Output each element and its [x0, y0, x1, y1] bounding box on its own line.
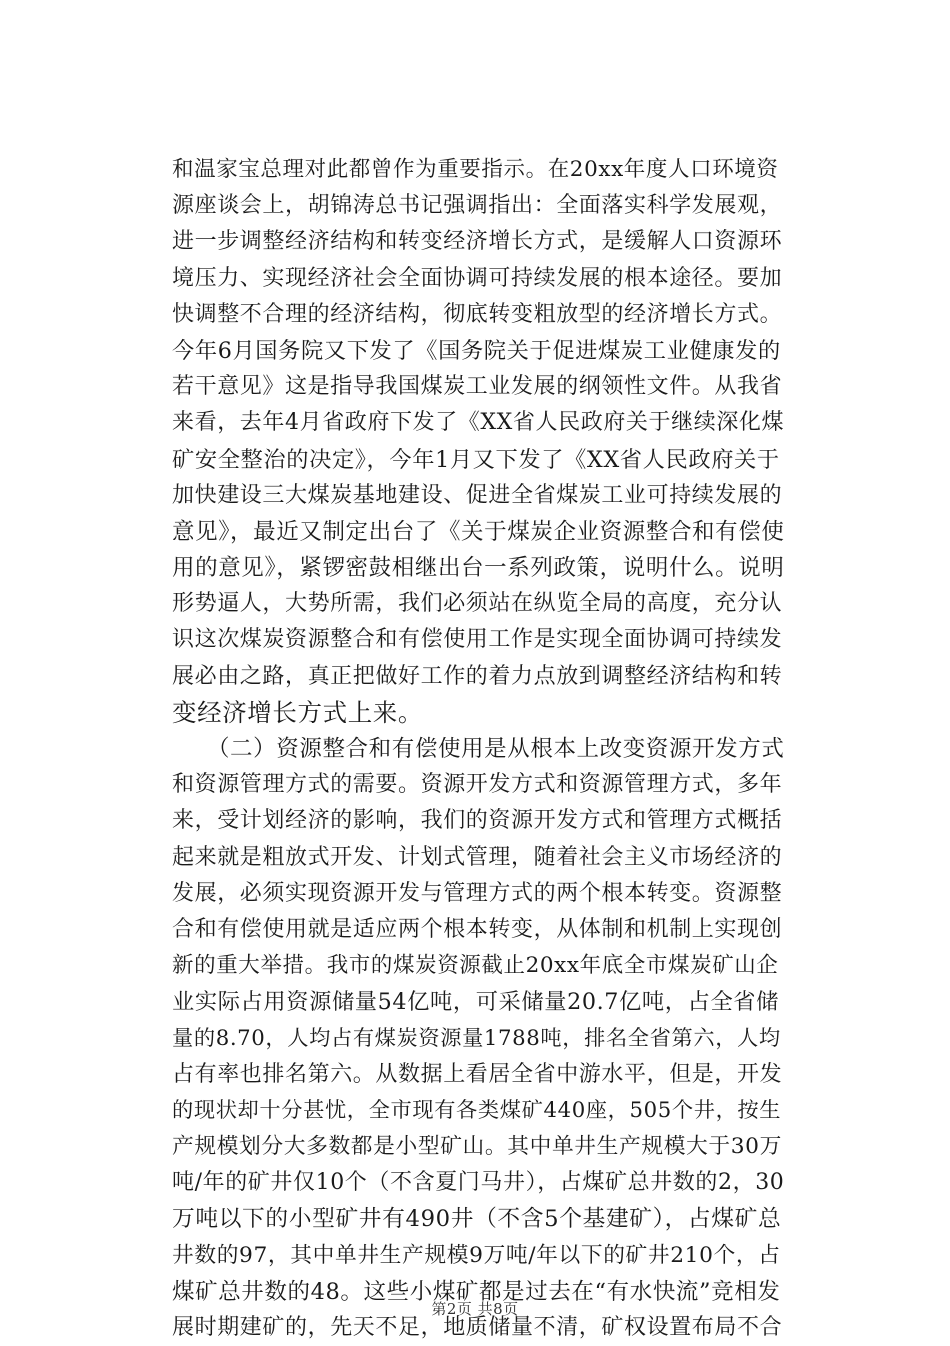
text-line: 展时期建矿的，先天不足，地质储量不清，矿权设置布局不合	[172, 1315, 783, 1340]
text-line: 快调整不合理的经济结构，彻底转变粗放型的经济增长方式。	[172, 301, 783, 327]
text-line: 今年6月国务院又下发了《国务院关于促进煤炭工业健康发的	[172, 337, 781, 364]
text-line: 来，受计划经济的影响，我们的资源开发方式和管理方式概括	[172, 808, 783, 834]
text-line: 起来就是粗放式开发、计划式管理，随着社会主义市场经济的	[172, 844, 783, 870]
text-line: 展必由之路，真正把做好工作的着力点放到调整经济结构和转	[172, 663, 783, 689]
text-line: 万吨以下的小型矿井有490井（不含5个基建矿），占煤矿总	[172, 1206, 782, 1233]
text-line: 进一步调整经济结构和转变经济增长方式，是缓解人口资源环	[172, 229, 783, 255]
text-line: 变经济增长方式上来。	[172, 697, 423, 727]
text-line: 占有率也排名第六。从数据上看居全省中游水平，但是，开发	[172, 1061, 783, 1087]
text-line: 形势逼人，大势所需，我们必须站在纵览全局的高度，充分认	[172, 591, 783, 617]
text-line: 加快建设三大煤炭基地建设、促进全省煤炭工业可持续发展的	[172, 482, 783, 508]
text-line: 意见》，最近又制定出台了《关于煤炭企业资源整合和有偿使	[172, 518, 785, 545]
body-text	[172, 152, 784, 1346]
text-line: 吨/年的矿井仅10个（不含夏门马井），占煤矿总井数的2，30	[172, 1170, 785, 1196]
page-footer: 第2页 共8页	[431, 1300, 519, 1318]
text-line: 识这次煤炭资源整合和有偿使用工作是实现全面协调可持续发	[172, 627, 783, 653]
text-line: 的现状却十分甚忧，全市现有各类煤矿440座，505个井，按生	[172, 1097, 782, 1123]
text-line: 境压力、实现经济社会全面协调可持续发展的根本途径。要加	[172, 265, 783, 291]
text-line: 煤矿总井数的48。这些小煤矿都是过去在“有水快流”竞相发	[172, 1278, 781, 1305]
text-line: 量的8.70，人均占有煤炭资源量1788吨，排名全省第六，人均	[172, 1025, 781, 1051]
text-line: 新的重大举措。我市的煤炭资源截止20xx年底全市煤炭矿山企	[172, 953, 779, 979]
text-line: 发展，必须实现资源开发与管理方式的两个根本转变。资源整	[172, 880, 783, 906]
text-line: 用的意见》，紧锣密鼓相继出台一系列政策，说明什么。说明	[172, 555, 785, 582]
text-line: 和资源管理方式的需要。资源开发方式和资源管理方式，多年	[172, 772, 783, 798]
text-line: 若干意见》这是指导我国煤炭工业发展的纲领性文件。从我省	[172, 374, 783, 400]
text-line: 和温家宝总理对此都曾作为重要指示。在20xx年度人口环境资	[172, 157, 779, 182]
text-line: （二）资源整合和有偿使用是从根本上改变资源开发方式	[172, 736, 785, 762]
text-line: 源座谈会上，胡锦涛总书记强调指出：全面落实科学发展观，	[172, 193, 783, 219]
text-line: 产规模划分大多数都是小型矿山。其中单井生产规模大于30万	[172, 1134, 782, 1160]
text-line: 井数的97，其中单井生产规模9万吨/年以下的矿井210个，占	[172, 1242, 781, 1268]
text-line: 矿安全整治的决定》，今年1月又下发了《XX省人民政府关于	[172, 446, 780, 473]
text-line: 业实际占用资源储量54亿吨，可采储量20.7亿吨，占全省储	[172, 989, 780, 1016]
text-line: 来看，去年4月省政府下发了《XX省人民政府关于继续深化煤	[172, 410, 785, 436]
text-line: 合和有偿使用就是适应两个根本转变，从体制和机制上实现创	[172, 916, 783, 942]
